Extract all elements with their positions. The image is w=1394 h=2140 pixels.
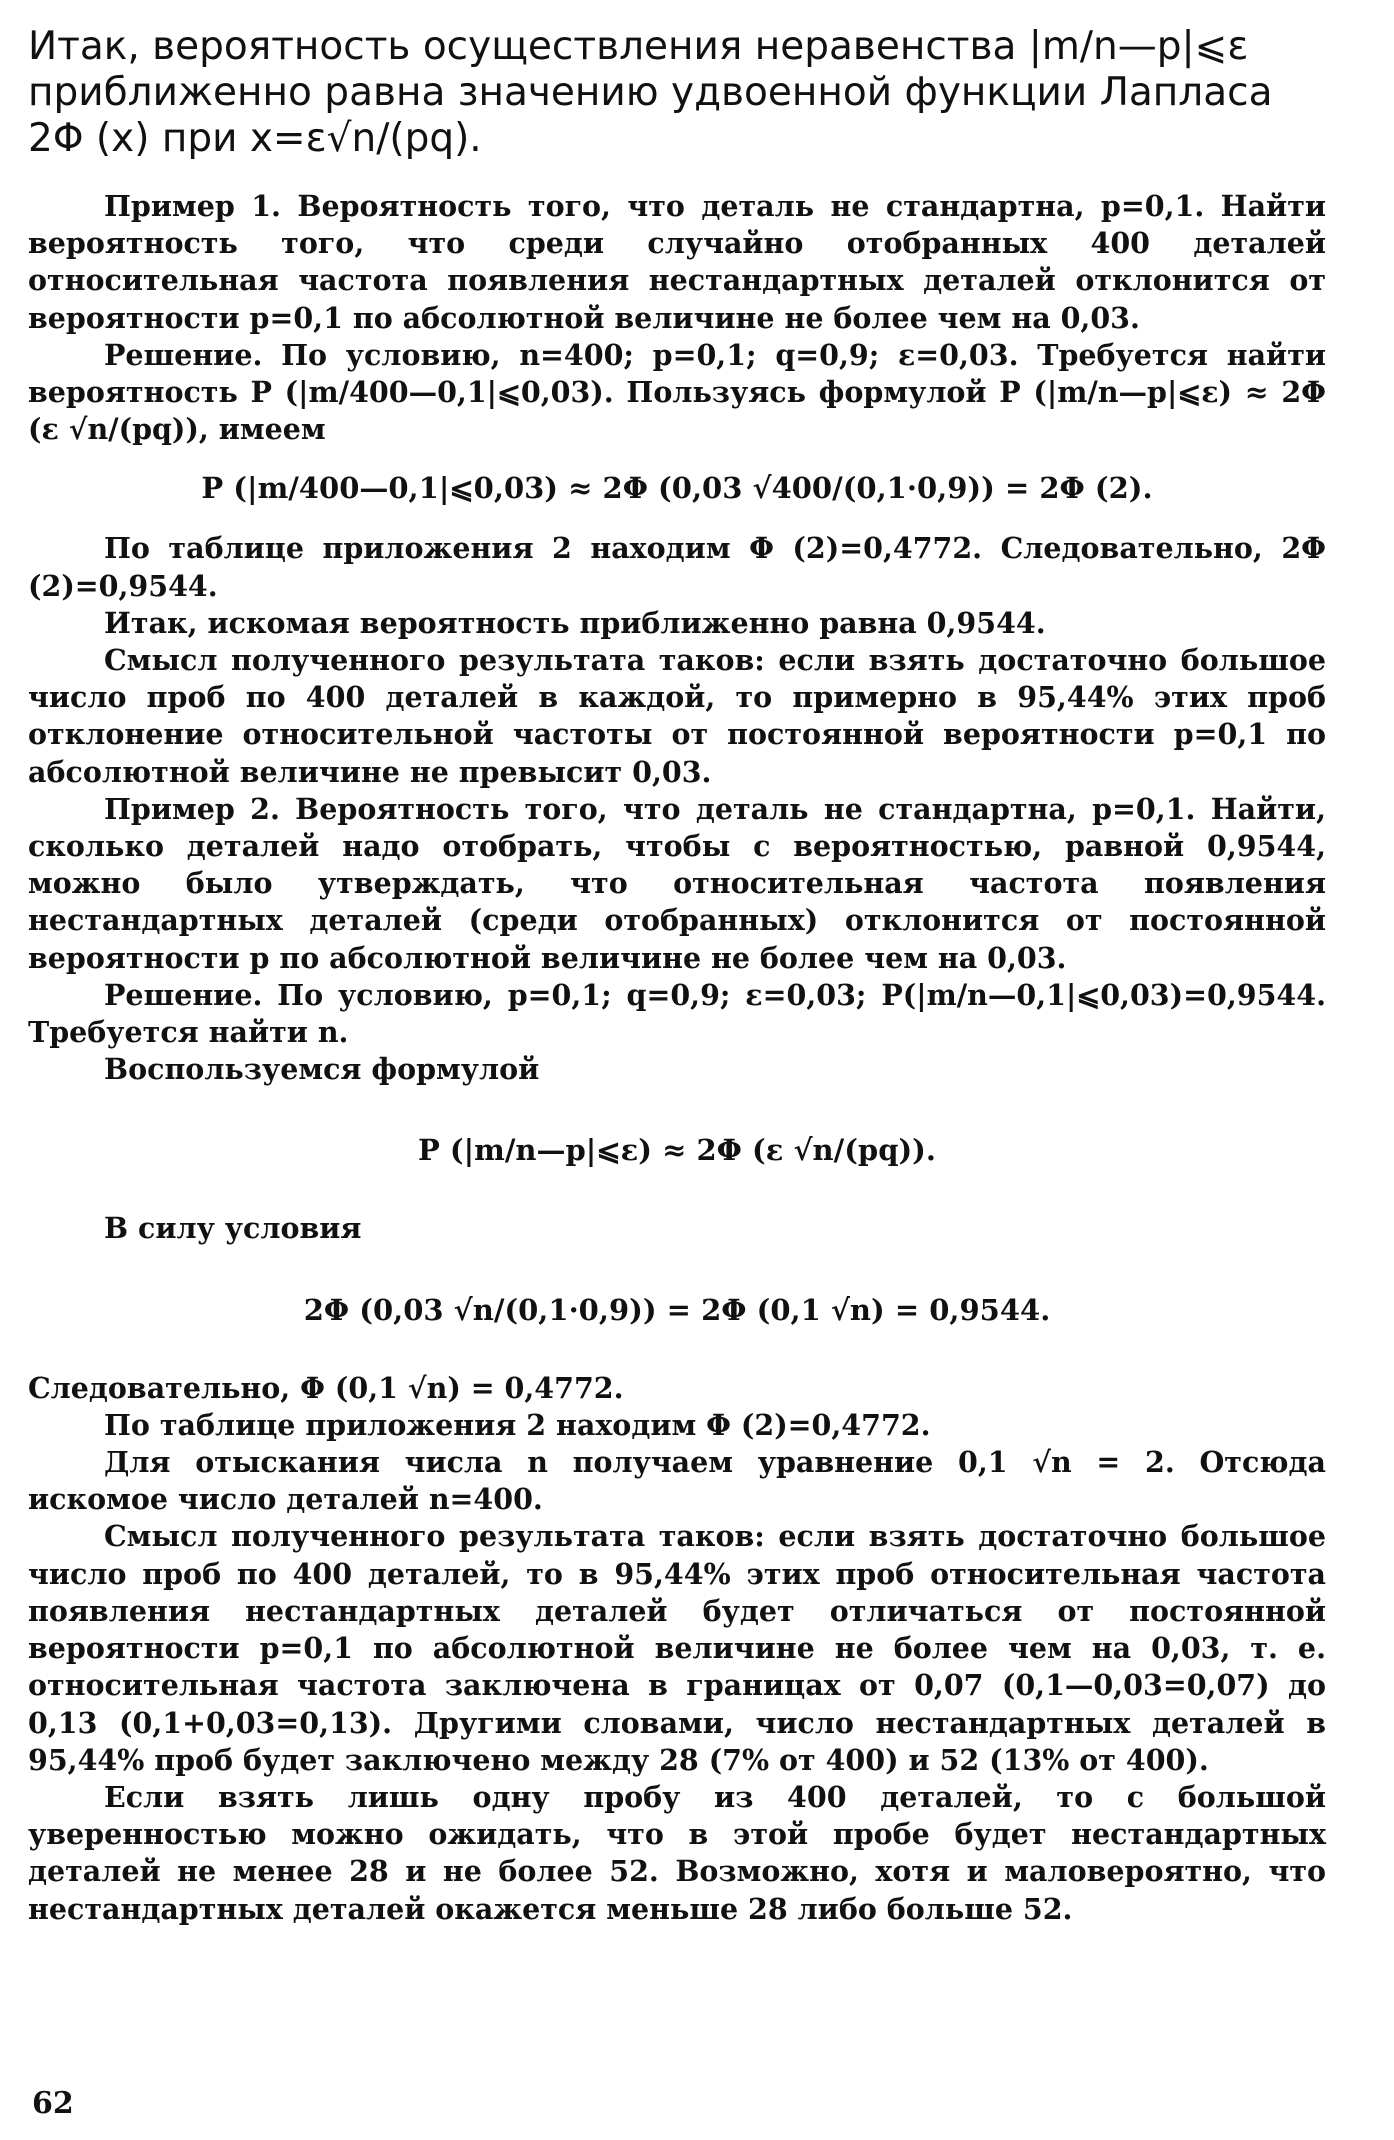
example-2-use-formula: Воспользуемся формулой <box>104 1052 540 1087</box>
intro-line-2: приближенно равна значению удвоенной функции Лапласа <box>28 70 1273 115</box>
example-2-by-condition: В силу условия <box>104 1211 362 1246</box>
intro-line-1: Итак, вероятность осуществления неравенства |m/n—p|⩽ε <box>28 24 1249 69</box>
book-page <box>28 24 1326 1928</box>
example-2-formula-2: 2Φ (0,03 √n/(0,1·0,9)) = 2Φ (0,1 √n) = 0,9544. <box>303 1292 1051 1327</box>
example-2-formula-1: P (|m/n—p|⩽ε) ≈ 2Φ (ε √n/(pq)). <box>417 1133 937 1168</box>
intro-paragraph <box>28 24 1326 162</box>
example-2-solution: Решение. По условию, p=0,1; q=0,9; ε=0,03; P(|m/n—0,1|⩽0,03)=0,9544. Требуется найти n. <box>28 977 1326 1050</box>
example-2-equation: Для отыскания числа n получаем уравнение 0,1 √n = 2. Отсюда искомое число деталей n=400. <box>28 1445 1326 1517</box>
example-1-statement: Пример 1. Вероятность того, что деталь не стандартна, p=0,1. Найти вероятность того, что среди случайно отобранных 400 деталей относительная частота появления нестандартных деталей отклонится от вероятности p=0,1 по абсолютной величине не более чем на 0,03. <box>28 189 1326 335</box>
page-number: 62 <box>32 2086 74 2121</box>
example-1-meaning: Смысл полученного результата таков: если взять достаточно большое число проб по 400 деталей в каждой, то примерно в 95,44% этих проб отклонение относительной частоты от постоянной вероятности p=0,1 по абсолютной величине не превысит 0,03. <box>28 643 1326 789</box>
intro-line-3: 2Φ (x) при x=ε√n/(pq). <box>28 116 482 161</box>
example-1-answer: Итак, искомая вероятность приближенно равна 0,9544. <box>104 605 1046 640</box>
example-1-table-lookup: По таблице приложения 2 находим Φ (2)=0,4772. Следовательно, 2Φ (2)=0,9544. <box>28 531 1326 603</box>
example-2-consequently: Следовательно, Φ (0,1 √n) = 0,4772. <box>28 1370 624 1405</box>
example-2-section <box>28 791 1326 1928</box>
example-2-table-lookup: По таблице приложения 2 находим Φ (2)=0,4772. <box>104 1407 931 1442</box>
example-2-single-sample: Если взять лишь одну пробу из 400 деталей, то с большой уверенностью можно ожидать, что в этой пробе будет нестандартных деталей не менее 28 и не более 52. Возможно, хотя и маловероятно, что нестандартных деталей окажется меньше 28 либо больше 52. <box>28 1779 1326 1926</box>
example-1-solution: Решение. По условию, n=400; p=0,1; q=0,9; ε=0,03. Требуется найти вероятность P (|m/400—0,1|⩽0,03). Пользуясь формулой P (|m/n—p|⩽ε) ≈ 2Φ (ε √n/(pq)), имеем <box>28 337 1326 447</box>
example-2-meaning: Смысл полученного результата таков: если взять достаточно большое число проб по 400 деталей, то в 95,44% этих проб относительная частота появления нестандартных деталей будет отличаться от постоянной вероятности p=0,1 по абсолютной величине не более чем на 0,03, т. е. относительная частота заключена в границах от 0,07 (0,1—0,03=0,07) до 0,13 (0,1+0,03=0,13). Другими словами, число нестандартных деталей в 95,44% проб будет заключено между 28 (7% от 400) и 52 (13% от 400). <box>28 1519 1326 1777</box>
example-1-formula: P (|m/400—0,1|⩽0,03) ≈ 2Φ (0,03 √400/(0,1·0,9)) = 2Φ (2). <box>201 471 1153 506</box>
example-2-statement: Пример 2. Вероятность того, что деталь не стандартна, p=0,1. Найти, сколько деталей надо отобрать, чтобы с вероятностью, равной 0,9544, можно было утверждать, что относительная частота появления нестандартных деталей (среди отобранных) отклонится от постоянной вероятности p по абсолютной величине не более чем на 0,03. <box>28 791 1326 975</box>
example-1-section <box>28 188 1326 791</box>
